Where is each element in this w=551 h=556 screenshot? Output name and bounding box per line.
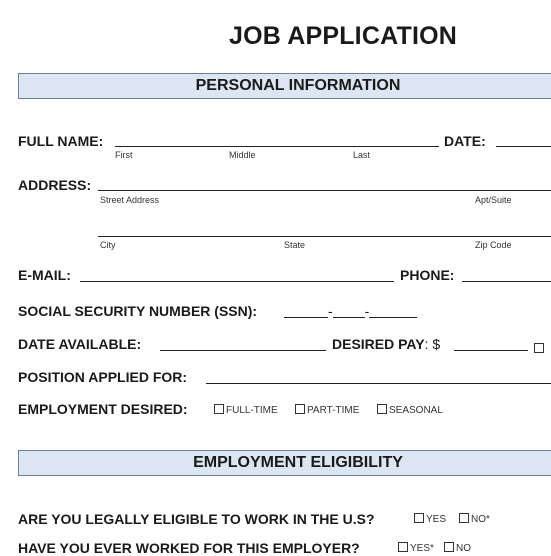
name-middle-caption: Middle <box>229 150 256 160</box>
phone-input[interactable] <box>462 281 551 282</box>
no-label: NO <box>456 543 471 554</box>
state-caption: State <box>284 240 306 250</box>
ssn-dash: - <box>328 303 333 319</box>
eligible-question: ARE YOU LEGALLY ELIGIBLE TO WORK IN THE U.S? <box>18 511 375 527</box>
ssn-part-2[interactable] <box>333 305 365 318</box>
street-address-caption: Street Address <box>100 195 160 205</box>
full-time-option[interactable] <box>214 404 278 416</box>
apt-suite-caption: Apt/Suite <box>475 195 512 205</box>
worked-before-no-option[interactable] <box>444 542 471 554</box>
date-available-label: DATE AVAILABLE: <box>18 336 142 352</box>
desired-pay-group <box>332 336 440 352</box>
desired-pay-input[interactable] <box>454 350 528 351</box>
desired-pay-label: DESIRED PAY <box>332 336 425 352</box>
date-input[interactable] <box>496 146 551 147</box>
page-title: JOB APPLICATION <box>228 22 457 50</box>
desired-pay-suffix: : $ <box>424 336 441 352</box>
full-name-input[interactable] <box>115 146 439 147</box>
position-label: POSITION APPLIED FOR: <box>18 369 188 385</box>
checkbox-icon[interactable] <box>459 513 469 523</box>
no-label: NO* <box>471 514 490 525</box>
yes-label: YES* <box>410 543 434 554</box>
email-label: E-MAIL: <box>18 267 71 283</box>
checkbox-icon <box>534 343 544 353</box>
eligible-no-option[interactable] <box>459 513 490 525</box>
name-last-caption: Last <box>353 150 371 160</box>
seasonal-option[interactable] <box>377 404 443 416</box>
desired-pay-checkbox[interactable] <box>534 339 546 357</box>
part-time-label: PART-TIME <box>307 405 360 416</box>
date-available-input[interactable] <box>160 350 326 351</box>
seasonal-label: SEASONAL <box>389 405 443 416</box>
checkbox-icon[interactable] <box>377 404 387 414</box>
checkbox-icon[interactable] <box>414 513 424 523</box>
address-label: ADDRESS: <box>18 177 92 193</box>
street-address-input[interactable] <box>98 190 551 191</box>
worked-before-question: HAVE YOU EVER WORKED FOR THIS EMPLOYER? <box>18 540 360 556</box>
city-state-zip-input[interactable] <box>98 236 551 237</box>
employment-desired-label: EMPLOYMENT DESIRED: <box>18 401 188 417</box>
full-name-label: FULL NAME: <box>18 133 104 149</box>
checkbox-icon[interactable] <box>295 404 305 414</box>
full-time-label: FULL-TIME <box>226 405 278 416</box>
checkbox-icon[interactable] <box>214 404 224 414</box>
worked-before-yes-option[interactable] <box>398 542 434 554</box>
date-label: DATE: <box>444 133 486 149</box>
ssn-part-1[interactable] <box>284 305 328 318</box>
part-time-option[interactable] <box>295 404 359 416</box>
ssn-part-3[interactable] <box>369 305 417 318</box>
yes-label: YES <box>426 514 447 525</box>
ssn-label: SOCIAL SECURITY NUMBER (SSN): <box>18 303 258 319</box>
zip-code-caption: Zip Code <box>475 240 512 250</box>
section-header-personal: PERSONAL INFORMATION <box>18 73 551 99</box>
phone-label: PHONE: <box>400 267 455 283</box>
eligible-yes-option[interactable] <box>414 513 446 525</box>
ssn-dash: - <box>364 303 370 319</box>
ssn-input[interactable] <box>284 303 417 319</box>
section-header-eligibility: EMPLOYMENT ELIGIBILITY <box>18 450 551 476</box>
name-first-caption: First <box>115 150 133 160</box>
email-input[interactable] <box>80 281 394 282</box>
city-caption: City <box>100 240 116 250</box>
position-input[interactable] <box>206 383 551 384</box>
